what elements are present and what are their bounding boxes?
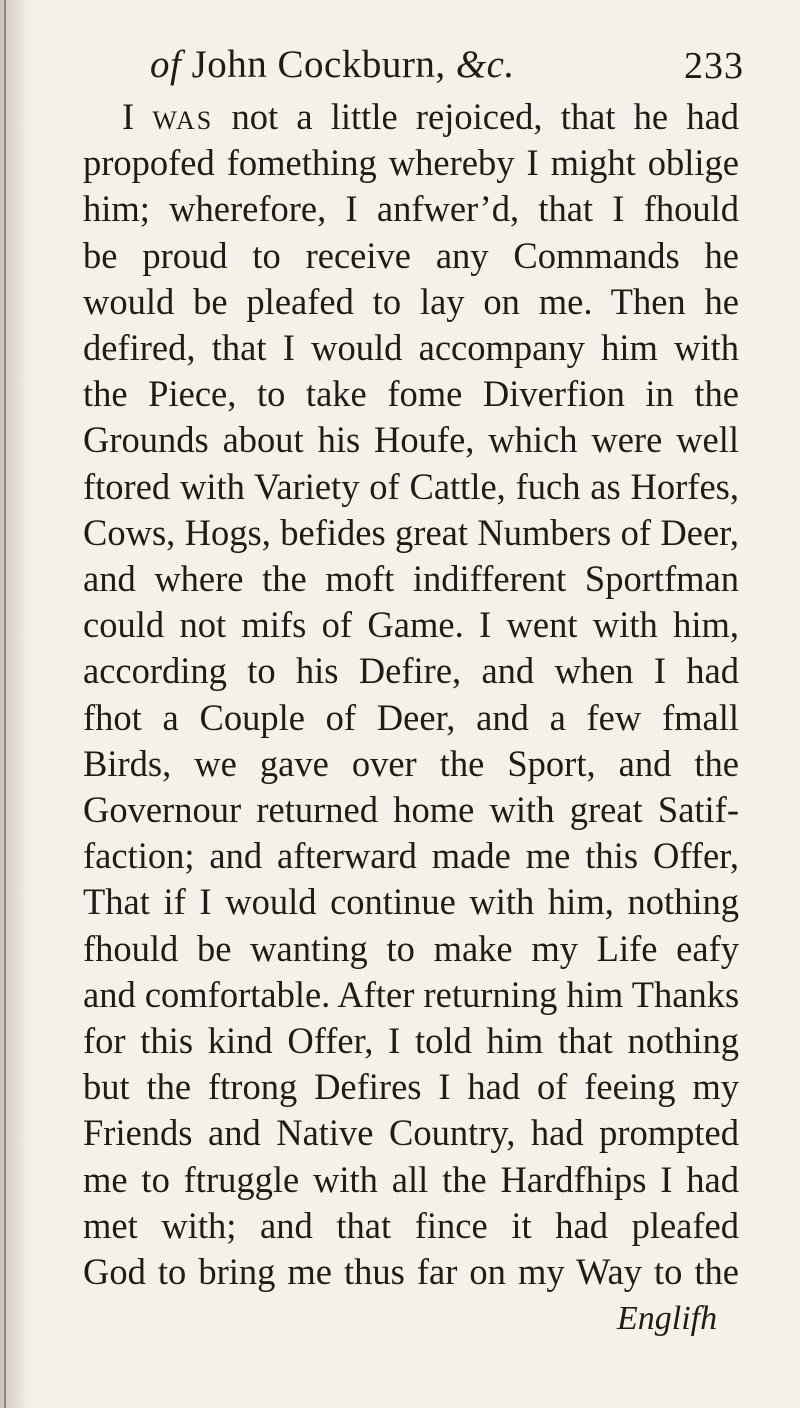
text-line-15: Birds, we gave over the Sport, and the	[83, 742, 739, 784]
text-line-21: for this kind Offer, I told him that nothing	[83, 1020, 739, 1061]
text-line-12: could not mifs of Game. I went with him,	[83, 604, 739, 646]
text-line-26: God to bring me thus far on my Way to the	[83, 1251, 739, 1292]
running-head-prefix: of	[150, 43, 182, 86]
text-line-19: fhould be wanting to make my Life eafy	[83, 927, 739, 969]
opening-word: was	[152, 96, 214, 137]
running-head	[150, 42, 515, 87]
text-line-10: Cows, Hogs, befides great Numbers of Deer,	[83, 511, 739, 553]
text-line-13: according to his Defire, and when I had	[83, 650, 739, 692]
text-line-22: but the ftrong Defires I had of feeing my	[83, 1066, 739, 1108]
text-line-9: ftored with Variety of Cattle, fuch as Horfes,	[83, 465, 739, 507]
text-line-5: would be pleafed to lay on me. Then he	[83, 280, 739, 322]
text-line-17: faction; and afterward made me this Offer,	[83, 835, 739, 877]
text-line-25: met with; and that fince it had pleafed	[83, 1204, 739, 1246]
text-line-4: be proud to receive any Commands he	[83, 234, 739, 276]
running-head-name: John Cockburn,	[191, 43, 446, 86]
text-line-2: propofed fomething whereby I might oblige	[83, 142, 739, 184]
text-line-18: That if I would continue with him, nothing	[83, 881, 739, 923]
text-line-8: Grounds about his Houfe, which were well	[83, 419, 739, 461]
opening-initial: I	[122, 96, 135, 137]
page-number: 233	[684, 45, 744, 87]
text-line-20: and comfortable. After returning him Thanks	[83, 973, 740, 1015]
text-line-7: the Piece, to take fome Diverfion in the	[83, 373, 739, 415]
text-line-24: me to ftruggle with all the Hardfhips I had	[83, 1158, 739, 1200]
text-line-23: Friends and Native Country, had prompted	[83, 1112, 739, 1154]
text-line-6: defired, that I would accompany him with	[83, 327, 739, 368]
text-line-1-rest: not a little rejoiced, that he had	[231, 96, 740, 137]
text-line-11: and where the moft indifferent Sportfman	[83, 558, 739, 599]
text-line-14: fhot a Couple of Deer, and a few fmall	[83, 696, 739, 738]
text-line-16: Governour returned home with great Satif-	[83, 789, 739, 830]
text-line-3: him; wherefore, I anfwer’d, that I fhould	[83, 188, 739, 230]
running-head-etc: &c.	[455, 43, 515, 86]
catchword: Englifh	[617, 1300, 718, 1338]
text-line-1	[122, 96, 740, 137]
